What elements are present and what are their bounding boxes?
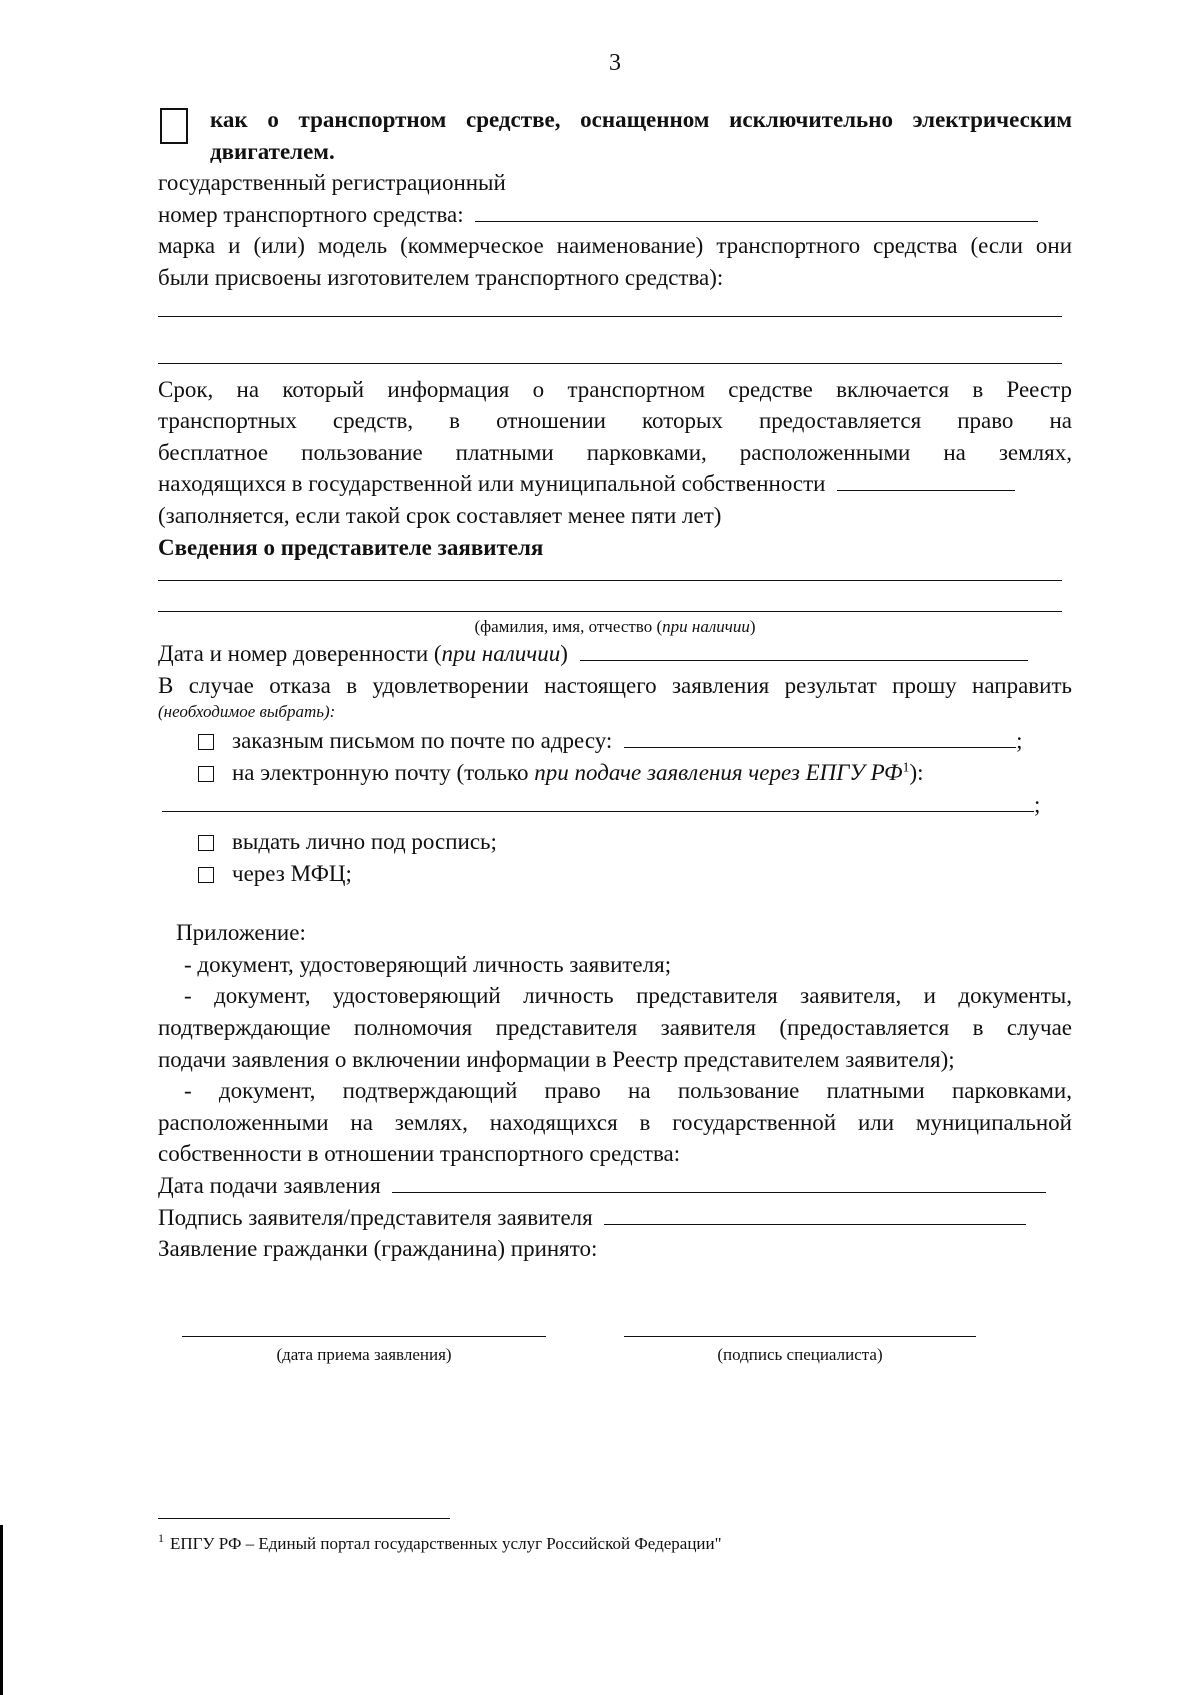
option-mail: заказным письмом по почте по адресу: ; [158,725,1072,757]
applicant-signature-field[interactable] [604,1202,1026,1225]
term-field[interactable] [837,468,1015,491]
footnote-separator [158,1518,450,1519]
option-mfc-checkbox[interactable] [198,867,214,883]
representative-name-field-2[interactable] [158,611,1062,612]
proxy-field[interactable] [580,638,1028,661]
email-field[interactable] [162,789,1034,812]
reception-date-caption: (дата приема заявления) [276,1345,452,1364]
representative-heading: Сведения о представителе заявителя [158,534,544,560]
reception-date-field[interactable] [182,1336,546,1337]
email-row: ; [158,789,1072,821]
electric-vehicle-option: как о транспортном средстве, оснащенном исключительно электрическим двигателем. [158,104,1072,167]
mail-address-field[interactable] [624,725,1016,748]
refusal-note: (необходимое выбрать): [158,702,336,722]
reg-number-field[interactable] [475,199,1038,222]
scan-edge-mark [0,1525,3,1695]
brand-model-label: марка и (или) модель (коммерческое наименование) транспортного средства (если они [158,233,1072,259]
signature-row: Подпись заявителя/представителя заявителя [158,1202,1072,1234]
refusal-label: В случае отказа в удовлетворении настоящего заявления результат прошу направить [158,672,1072,698]
reg-number-row: номер транспортного средства: [158,199,1072,231]
reg-number-label: государственный регистрационный [158,170,506,196]
option-mail-checkbox[interactable] [198,734,214,750]
proxy-row: Дата и номер доверенности (при наличии) [158,638,1072,670]
accepted-label: Заявление гражданки (гражданина) принято: [158,1236,598,1262]
footnote: $^1$ ЕПГУ РФ – Единый портал государственных услуг Российской Федерации" [158,1531,722,1553]
submission-date-row: Дата подачи заявления [158,1170,1072,1202]
submission-date-field[interactable] [392,1170,1046,1193]
specialist-signature-block [624,1336,976,1365]
specialist-signature-caption: (подпись специалиста) [717,1345,883,1364]
attachments-heading: Приложение: [176,920,306,946]
specialist-signature-field[interactable] [624,1336,976,1337]
page-number: 3 [609,50,621,76]
option-mfc: через МФЦ; [158,858,1072,890]
term-paragraph: Срок, на который информация о транспортном средстве включается в Реестр транспортных средств, в отношении которых предоставляется право на бесплатное пользование платными парковками, расположенными на землях, находящихся в государственной или муниципальной собственности (заполняется, если такой срок составляет менее пяти лет) [158,376,1072,528]
representative-name-caption: (фамилия, имя, отчество (при наличии) [474,617,756,637]
reception-date-block [182,1336,546,1365]
option-personal: выдать лично под роспись; [158,826,1072,858]
form-content: как о транспортном средстве, оснащенном исключительно электрическим двигателем. государственный регистрационный номер транспортного средства: марка и (или) модель (коммерческое наименование) транспортного средства (если они были присвоены изготовителем транспортного средства): Срок, на который информация о транспортном средстве включается в Реестр транспортных средств, в отношении которых предоставляется право на бесплатное пользование платными парковками, расположенными на землях, находящихся в государственной или муниципальной собственности (заполняется, если такой срок составляет менее пяти лет) Сведения о представителе заявителя (фамилия, имя, отчество (при наличии) Дата и номер доверенности (при наличии) В случае отказа в удовлетворении настоящего заявления результат прошу направить (необходимое выбрать): заказным письмом по почте по адресу: ; на электронную почту (только при подаче заявления через ЕПГУ $РФ^1$): ; выдать лично под роспись; через МФЦ; Приложение: - документ, удостоверяющий личность заявителя; - документ, удостоверяющий личность представителя заявителя, и документы, подтверждающие полномочия представителя заявителя (предоставляется в случае подачи заявления о включении информации в Реестр представителем заявителя); - документ, подтверждающий право на пользование платными парковками, расположенными на землях, находящихся в государственной или муниципальной собственности в отношении транспортного средства: Дата подачи заявления Подпись заявителя/представителя заявителя Заявление гражданки (гражданина) принято: [158,104,1072,1265]
attachment-item-3: - документ, подтверждающий право на пользование платными парковками, расположенными на землях, находящихся в государственной или муниципальной собственности в отношении транспортного средства: [158,1078,1072,1167]
electric-vehicle-checkbox[interactable] [160,108,188,144]
option-email: на электронную почту (только при подаче заявления через ЕПГУ $РФ^1$): [158,757,1072,789]
attachment-item-1: - документ, удостоверяющий личность заявителя; [184,951,672,977]
attachment-item-2: - документ, удостоверяющий личность представителя заявителя, и документы, подтверждающие полномочия представителя заявителя (предоставляется в случае подачи заявления о включении информации в Реестр представителем заявителя); [158,983,1072,1072]
option-email-checkbox[interactable] [198,766,214,782]
option-personal-checkbox[interactable] [198,835,214,851]
